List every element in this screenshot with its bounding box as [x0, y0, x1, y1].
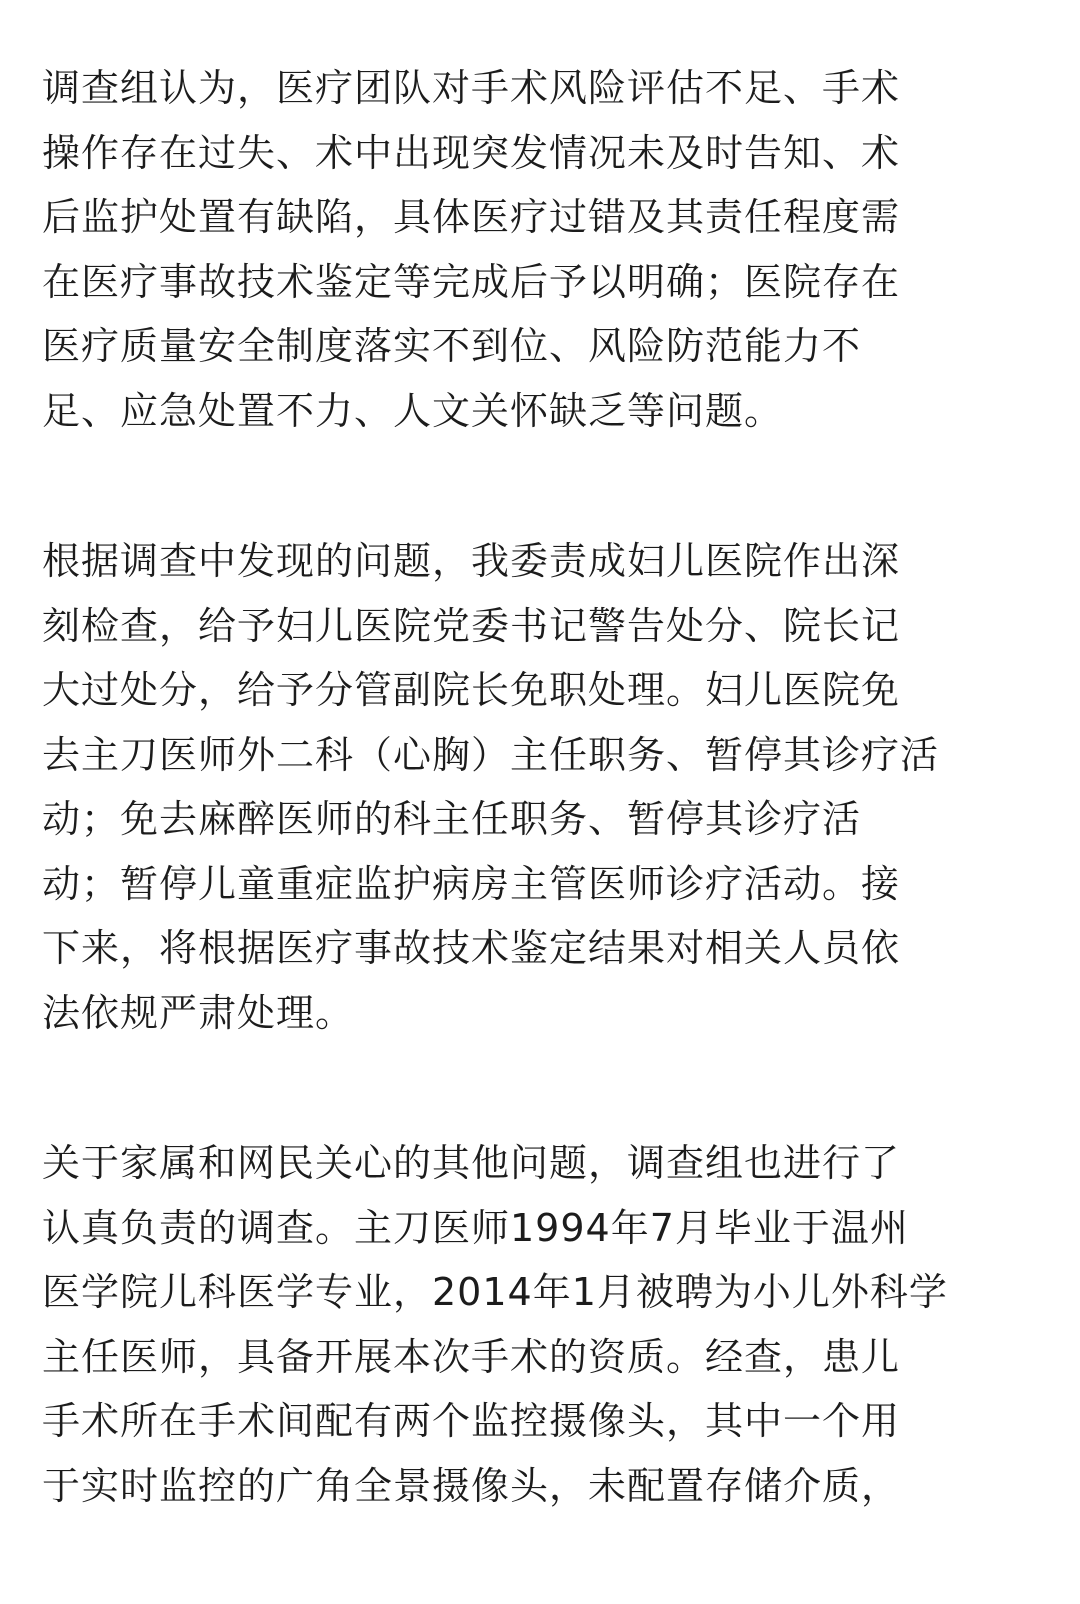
text-line: 医学院儿科医学专业，2014年1月被聘为小儿外科学 [42, 1270, 948, 1314]
text-line: 医疗质量安全制度落实不到位、风险防范能力不 [42, 324, 862, 368]
text-line: 在医疗事故技术鉴定等完成后予以明确；医院存在 [42, 259, 901, 304]
text-line: 刻检查，给予妇儿医院党委书记警告处分、院长记 [42, 603, 901, 648]
article-body [42, 56, 1052, 1604]
text-line: 去主刀医师外二科（心胸）主任职务、暂停其诊疗活 [42, 732, 940, 777]
text-line: 关于家属和网民关心的其他问题，调查组也进行了 [42, 1141, 901, 1185]
paragraph-investigation-findings [42, 56, 1052, 443]
text-line: 动；免去麻醉医师的科主任职务、暂停其诊疗活 [42, 797, 862, 841]
text-line: 根据调查中发现的问题，我委责成妇儿医院作出深 [42, 539, 901, 583]
text-line: 调查组认为，医疗团队对手术风险评估不足、手术 [42, 66, 901, 110]
text-line: 认真负责的调查。主刀医师1994年7月毕业于温州 [42, 1205, 909, 1250]
text-line: 主任医师，具备开展本次手术的资质。经查，患儿 [42, 1334, 901, 1379]
text-line: 足、应急处置不力、人文关怀缺乏等问题。 [42, 388, 784, 433]
text-line: 手术所在手术间配有两个监控摄像头，其中一个用 [42, 1399, 901, 1443]
paragraph-disciplinary-actions [42, 529, 1052, 1045]
text-line: 下来，将根据医疗事故技术鉴定结果对相关人员依 [42, 926, 901, 970]
text-line: 动；暂停儿童重症监护病房主管医师诊疗活动。接 [42, 861, 901, 906]
text-line: 大过处分，给予分管副院长免职处理。妇儿医院免 [42, 668, 901, 712]
text-line: 操作存在过失、术中出现突发情况未及时告知、术 [42, 130, 901, 175]
text-line: 法依规严肃处理。 [42, 990, 355, 1035]
paragraph-other-concerns [42, 1131, 1052, 1518]
text-line: 后监护处置有缺陷，具体医疗过错及其责任程度需 [42, 195, 901, 239]
text-line: 于实时监控的广角全景摄像头，未配置存储介质， [42, 1463, 901, 1508]
